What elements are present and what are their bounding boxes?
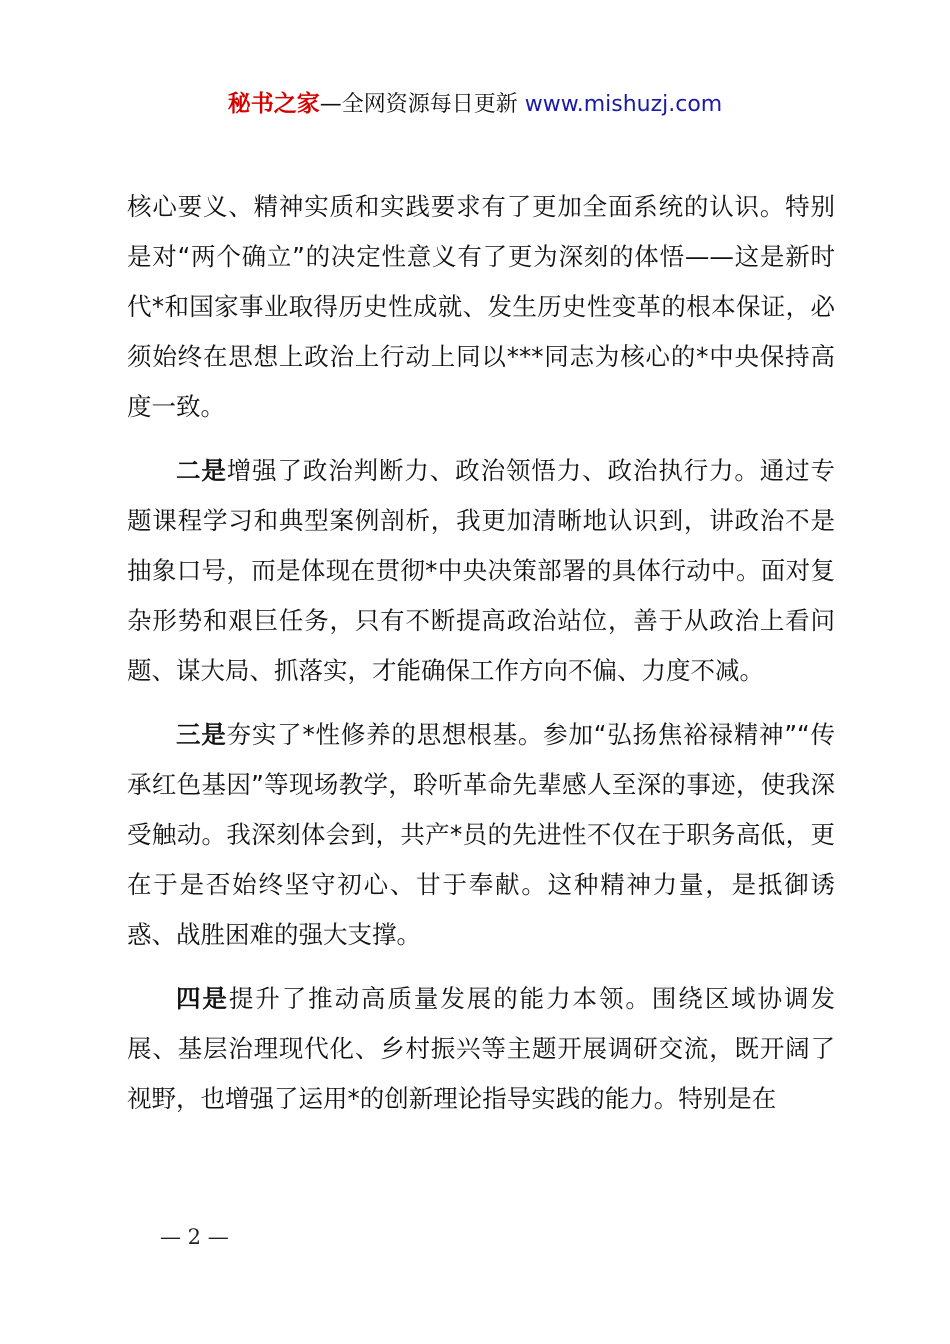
paragraph-4-lead: 四是	[176, 984, 229, 1013]
page-number: — 2 —	[160, 1225, 229, 1249]
page-header	[0, 86, 950, 123]
paragraph-1	[127, 182, 835, 432]
paragraph-1-text: 核心要义、精神实质和实践要求有了更加全面系统的认识。特别是对“两个确立”的决定性意义有了更为深刻的体悟——这是新时代*和国家事业取得历史性成就、发生历史性变革的根本保证，必须始终在思想上政治上行动上同以***同志为核心的*中央保持高度一致。	[127, 192, 835, 421]
paragraph-2-lead: 二是	[176, 456, 227, 485]
header-tagline: —全网资源每日更新	[319, 92, 525, 117]
document-body	[127, 182, 835, 1124]
paragraph-3	[127, 710, 835, 960]
paragraph-3-lead: 三是	[176, 720, 227, 749]
paragraph-2-text: 增强了政治判断力、政治领悟力、政治执行力。通过专题课程学习和典型案例剖析，我更加清晰地认识到，讲政治不是抽象口号，而是体现在贯彻*中央决策部署的具体行动中。面对复杂形势和艰巨任务，只有不断提高政治站位，善于从政治上看问题、谋大局、抓落实，才能确保工作方向不偏、力度不减。	[127, 456, 836, 685]
paragraph-3-text: 夯实了*性修养的思想根基。参加“弘扬焦裕禄精神”“传承红色基因”等现场教学，聆听革命先辈感人至深的事迹，使我深受触动。我深刻体会到，共产*员的先进性不仅在于职务高低，更在于是否始终坚守初心、甘于奉献。这种精神力量，是抵御诱惑、战胜困难的强大支撑。	[127, 720, 836, 949]
paragraph-2	[127, 446, 835, 696]
paragraph-4-text: 提升了推动高质量发展的能力本领。围绕区域协调发展、基层治理现代化、乡村振兴等主题开展调研交流，既开阔了视野，也增强了运用*的创新理论指导实践的能力。特别是在	[127, 984, 835, 1113]
brand-name: 秘书之家	[227, 91, 320, 117]
site-url[interactable]: www.mishuzj.com	[524, 92, 723, 117]
paragraph-4	[127, 974, 835, 1124]
